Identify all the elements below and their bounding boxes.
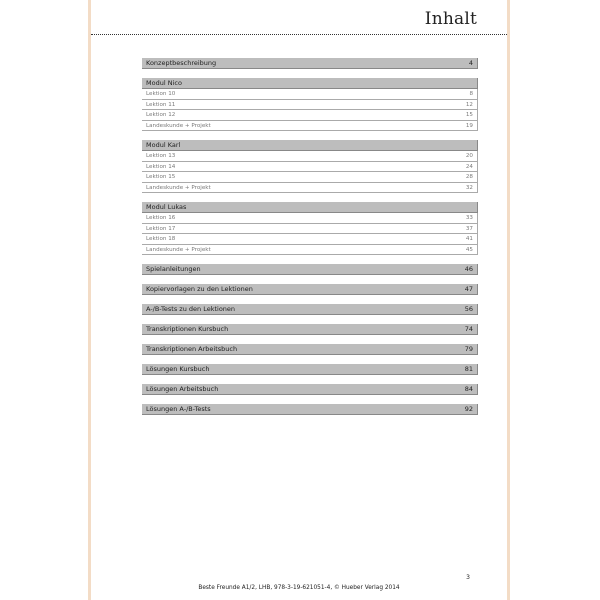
toc-entry[interactable] [142,344,478,355]
toc-entry[interactable] [142,304,478,315]
toc-subentry-page: 45 [465,246,473,253]
toc-section [142,344,478,355]
toc-entry-page: 56 [464,305,473,313]
document-page [88,0,510,600]
toc-module-header[interactable] [142,202,478,213]
toc-subentry-label: Lektion 12 [146,112,176,118]
toc-module-label: Modul Lukas [146,203,187,211]
table-of-contents [142,58,478,415]
toc-subentry-label: Lektion 17 [146,225,176,232]
toc-subentry-label: Lektion 15 [146,174,176,180]
toc-entry[interactable] [142,384,478,395]
toc-subentry-page: 12 [465,101,473,108]
toc-section-konzept [142,58,478,69]
toc-subentry-page: 33 [465,215,473,221]
toc-entry[interactable] [142,404,478,415]
toc-entry-label: Konzeptbeschreibung [146,59,217,67]
toc-entry-page: 79 [464,345,473,353]
toc-section [142,284,478,295]
toc-subentry[interactable] [142,172,478,183]
toc-subentry[interactable] [142,100,478,111]
footer-copyright: Beste Freunde A1/2, LHB, 978-3-19-621051-4, © Hueber Verlag 2014 [198,585,400,591]
toc-subentry-label: Lektion 10 [146,91,176,97]
toc-section [142,364,478,375]
toc-subentry-label: Lektion 16 [146,215,176,221]
toc-subentry-label: Lektion 14 [146,163,176,170]
toc-subentry-label: Lektion 11 [146,101,176,108]
title-divider [91,34,507,35]
toc-subentry-page: 24 [465,163,473,170]
toc-entry-page: 4 [468,59,473,67]
toc-subentry[interactable] [142,213,478,224]
toc-entry-page: 92 [464,405,473,413]
toc-subentry[interactable] [142,121,478,132]
toc-subentry-page: 8 [469,91,473,97]
toc-section [142,324,478,335]
toc-entry[interactable] [142,264,478,275]
toc-entry-label: Kopiervorlagen zu den Lektionen [146,285,253,293]
toc-module-nico [142,78,478,131]
toc-subentry-page: 41 [465,236,473,242]
toc-entry[interactable] [142,284,478,295]
toc-module-label: Modul Karl [146,141,181,149]
toc-subentry-label: Landeskunde + Projekt [146,184,211,191]
toc-entry-label: Spielanleitungen [146,265,201,273]
toc-entry-label: Transkriptionen Arbeitsbuch [146,345,238,353]
toc-section [142,304,478,315]
toc-subentry-page: 28 [465,174,473,180]
toc-subentry[interactable] [142,89,478,100]
toc-subentry[interactable] [142,224,478,235]
page-title: Inhalt [424,9,477,29]
toc-subentry[interactable] [142,245,478,256]
toc-entry-page: 81 [464,365,473,373]
toc-entry-page: 46 [464,265,473,273]
toc-entry-label: Lösungen Arbeitsbuch [146,385,219,393]
toc-entry[interactable] [142,364,478,375]
toc-subentry-page: 19 [465,122,473,129]
toc-module-karl [142,140,478,193]
toc-entry-label: Lösungen A-/B-Tests [146,405,211,413]
toc-section [142,384,478,395]
toc-module-header[interactable] [142,78,478,89]
toc-entry-page: 47 [464,285,473,293]
toc-entry[interactable] [142,324,478,335]
toc-subentry-page: 32 [465,184,473,191]
toc-entry-label: Transkriptionen Kursbuch [146,325,229,333]
toc-section [142,404,478,415]
toc-subentry[interactable] [142,110,478,121]
toc-entry-label: Lösungen Kursbuch [146,365,210,373]
toc-subentry-label: Lektion 18 [146,236,176,242]
toc-entry[interactable] [142,58,478,69]
toc-subentry-page: 20 [465,153,473,159]
toc-subentry-label: Lektion 13 [146,153,176,159]
toc-subentry-label: Landeskunde + Projekt [146,246,211,253]
toc-entry-page: 84 [464,385,473,393]
page-number: 3 [466,574,470,581]
toc-module-label: Modul Nico [146,79,182,87]
toc-subentry[interactable] [142,162,478,173]
toc-subentry[interactable] [142,234,478,245]
toc-section [142,264,478,275]
toc-module-lukas [142,202,478,255]
toc-module-header[interactable] [142,140,478,151]
toc-subentry[interactable] [142,183,478,194]
toc-entry-page: 74 [464,325,473,333]
toc-subentry-label: Landeskunde + Projekt [146,122,211,129]
toc-subentry-page: 37 [465,225,473,232]
toc-entry-label: A-/B-Tests zu den Lektionen [146,305,236,313]
toc-subentry[interactable] [142,151,478,162]
toc-subentry-page: 15 [465,112,473,118]
